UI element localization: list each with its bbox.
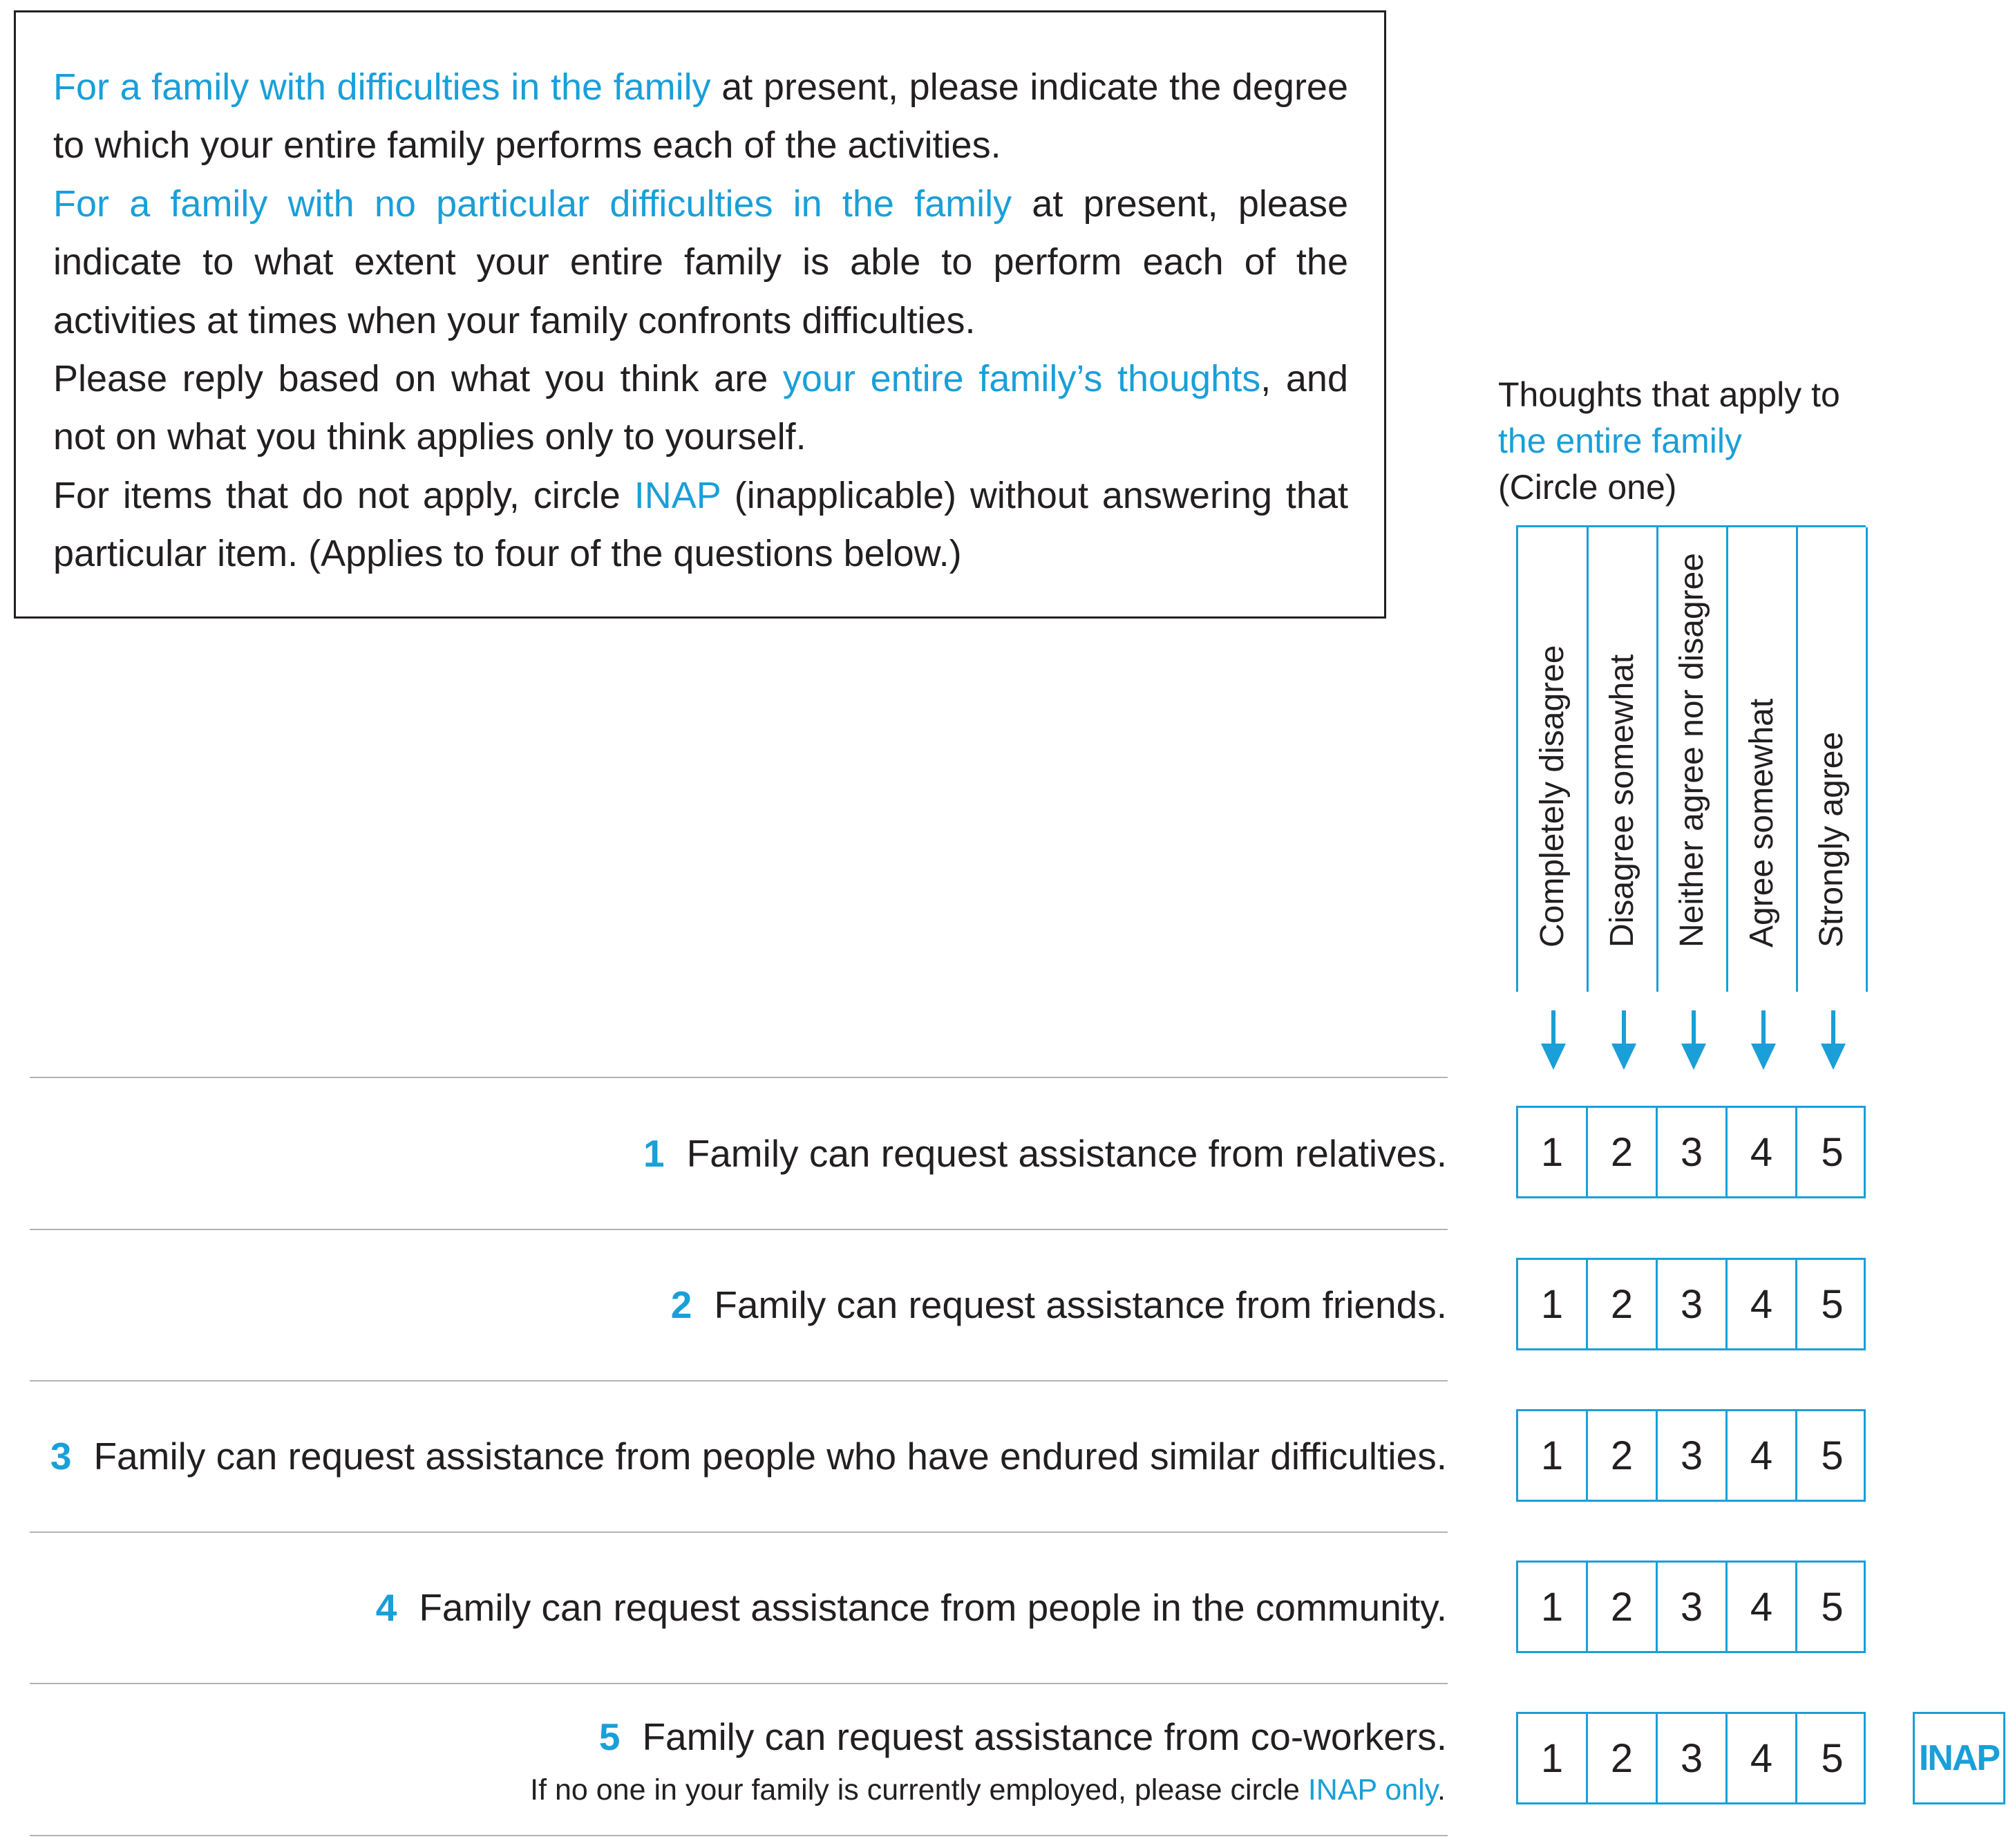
question-text: Family can request assistance from relatives. [686,1132,1447,1175]
question-text: Family can request assistance from co-workers. [642,1715,1447,1758]
answer-option-5[interactable]: 5 [1821,1281,1844,1327]
answer-option-1[interactable]: 1 [1518,1714,1588,1802]
question-item-4 [376,1585,1447,1630]
scale-header-line-2: the entire family [1498,422,1742,460]
answer-option-1[interactable]: 1 [1518,1563,1588,1651]
scale-label-completely-disagree: Completely disagree [1533,645,1571,947]
scale-header-line-1: Thoughts that apply to [1498,375,1840,414]
scale-header-line-3: (Circle one) [1498,468,1677,507]
instruction-text: at present, please indicate the degree to which your entire family performs each of the activities. [53,66,1348,167]
answer-option-4[interactable]: 4 [1728,1563,1797,1651]
answer-option-4[interactable]: 4 [1728,1714,1797,1802]
answer-option-1[interactable]: 1 [1518,1108,1588,1196]
arrow-down-icon [1750,1010,1777,1070]
instructions-box [14,10,1386,619]
answer-option-1[interactable]: 1 [1518,1411,1588,1500]
scale-label-strongly-agree: Strongly agree [1813,731,1850,947]
question-number: 4 [375,1586,397,1629]
instruction-text: at present, please indicate to what extent your entire family is able to perform each of the activities at times when your family confronts difficulties. [53,182,1348,341]
instruction-highlight: For a family with difficulties in the family [53,66,711,108]
answer-option-1[interactable]: 1 [1518,1260,1588,1348]
row-divider [30,1077,1448,1078]
answer-scale-4 [1516,1561,1866,1653]
question-item-2 [671,1283,1447,1327]
question-number: 2 [670,1283,692,1326]
scale-header [1498,372,1982,511]
answer-option-3[interactable]: 3 [1658,1411,1728,1500]
instruction-paragraph-1 [53,58,1348,175]
scale-column [1728,527,1798,992]
note-text: If no one in your family is currently employed, please circle [530,1773,1308,1807]
instruction-highlight: For a family with no particular difficulties in the family [53,182,1012,225]
answer-option-3[interactable]: 3 [1658,1714,1728,1802]
row-divider [30,1229,1448,1230]
answer-scale-2 [1516,1258,1866,1350]
answer-option-3[interactable]: 3 [1658,1563,1728,1651]
instruction-paragraph-2 [53,175,1348,350]
answer-option-4[interactable]: 4 [1728,1260,1797,1348]
question-item-5 [599,1715,1447,1759]
question-text: Family can request assistance from people who have endured similar difficulties. [93,1435,1447,1478]
answer-option-2[interactable]: 2 [1588,1714,1658,1802]
question-number: 1 [643,1132,665,1175]
row-divider [30,1531,1448,1533]
inap-note [530,1772,1446,1808]
answer-option-2[interactable]: 2 [1588,1108,1658,1196]
scale-column [1589,527,1658,992]
answer-option-4[interactable]: 4 [1728,1411,1797,1500]
answer-option-5[interactable]: 5 [1821,1735,1844,1781]
inap-option[interactable]: INAP [1913,1712,2005,1804]
instruction-text: , and not on what you think applies only to yourself. [53,358,1348,458]
instruction-paragraph-4 [53,466,1348,583]
scale-column [1658,527,1728,992]
scale-label-disagree-somewhat: Disagree somewhat [1604,654,1640,947]
instruction-highlight: your entire family’s thoughts [782,358,1261,400]
scale-label-agree-somewhat: Agree somewhat [1743,698,1780,947]
answer-option-5[interactable]: 5 [1821,1129,1844,1175]
answer-scale-1 [1516,1106,1866,1198]
question-item-1 [643,1131,1447,1176]
arrow-down-icon [1610,1010,1638,1070]
scale-labels [1516,525,1866,992]
instruction-highlight: INAP [634,474,721,516]
instruction-text: For items that do not apply, circle [53,474,634,516]
note-end: . [1437,1773,1446,1807]
arrow-down-icon [1819,1010,1847,1070]
question-text: Family can request assistance from friends. [714,1283,1447,1326]
answer-option-5[interactable]: 5 [1821,1433,1844,1478]
scale-label-neither: Neither agree nor disagree [1674,552,1710,947]
question-number: 5 [598,1715,621,1758]
answer-option-5[interactable]: 5 [1821,1584,1844,1630]
answer-option-3[interactable]: 3 [1658,1108,1728,1196]
row-divider [30,1835,1448,1836]
question-item-3 [50,1434,1447,1478]
row-divider [30,1683,1448,1684]
note-highlight: INAP only [1307,1773,1438,1807]
scale-column [1798,527,1868,992]
arrow-down-icon [1540,1010,1567,1070]
question-text: Family can request assistance from people in the community. [419,1586,1447,1629]
row-divider [30,1380,1448,1382]
answer-option-2[interactable]: 2 [1588,1260,1658,1348]
answer-option-2[interactable]: 2 [1588,1411,1658,1500]
scale-column [1518,527,1589,992]
question-number: 3 [50,1435,72,1478]
answer-option-4[interactable]: 4 [1728,1108,1797,1196]
answer-scale-3 [1516,1409,1866,1502]
arrow-down-icon [1680,1010,1707,1070]
answer-option-3[interactable]: 3 [1658,1260,1728,1348]
instruction-text: (inapplicable) without answering that particular item. (Applies to four of the questions below.) [53,474,1348,575]
instruction-paragraph-3 [53,350,1348,466]
answer-option-2[interactable]: 2 [1588,1563,1658,1651]
instruction-text: Please reply based on what you think are [53,358,783,400]
answer-scale-5 [1516,1712,1866,1804]
